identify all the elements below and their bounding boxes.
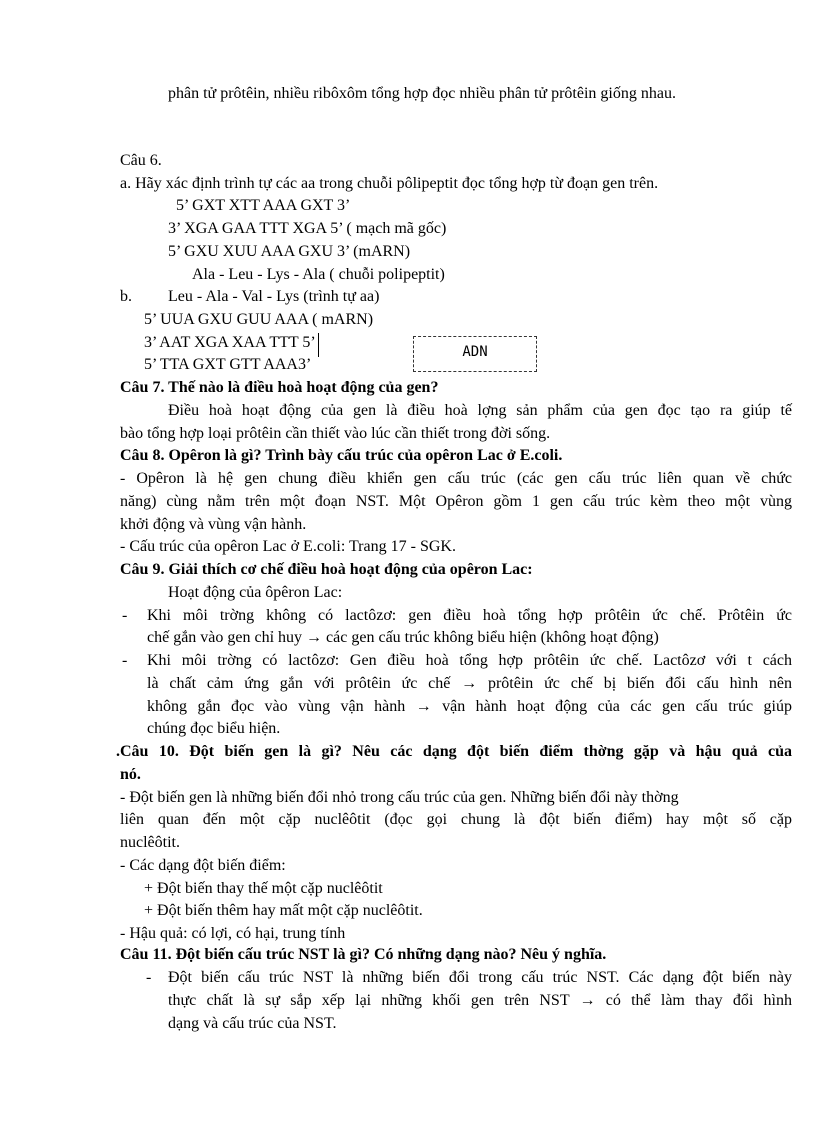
- text-line: - Các dạng đột biến điểm:: [120, 857, 286, 874]
- text-line: - Hậu quả: có lợi, có hại, trung tính: [120, 925, 346, 942]
- list-marker: -: [146, 969, 152, 986]
- sequence-line: 5’ GXT XTT AAA GXT 3’: [176, 197, 351, 214]
- text-line: Điều hoà hoạt động của gen là điều hoà lợng sản phẩm của gen đọc tạo ra giúp tế: [168, 402, 792, 419]
- text-line: - Opêron là hệ gen chung điều khiển gen cấu trúc (các gen cấu trúc liên quan về chức: [120, 470, 792, 487]
- text-line: không gắn đọc vào vùng vận hành → vận hành hoạt động của các gen cấu trúc giúp: [147, 698, 792, 715]
- question-heading: nó.: [120, 766, 141, 783]
- text-line: là chất cảm ứng gắn với prôtêin ức chế → prôtêin ức chế bị biến đổi cấu hình nên: [147, 675, 792, 692]
- list-marker: b.: [120, 288, 132, 305]
- text-line: Khi môi trờng không có lactôzơ: gen điều hoà tổng hợp prôtêin ức chế. Prôtêin ức: [147, 607, 792, 624]
- text-line: chúng đọc biểu hiện.: [147, 720, 281, 737]
- question-heading: Câu 11. Đột biến cấu trúc NST là gì? Có những dạng nào? Nêu ý nghĩa.: [120, 946, 607, 963]
- text-line: liên quan đến một cặp nuclêôtit (đọc gọi chung là đột biến điểm) hay một số cặp: [120, 811, 792, 828]
- text-line: năng) cùng nằm trên một đoạn NST. Một Opêron gồm 1 gen cấu trúc kèm theo một vùng: [120, 493, 792, 510]
- question-heading: Câu 6.: [120, 152, 162, 169]
- text-line: bào tổng hợp loại prôtêin cần thiết vào lúc cần thiết trong đời sống.: [120, 425, 551, 442]
- text-line: + Đột biến thêm hay mất một cặp nuclêôtit.: [144, 902, 423, 919]
- text-line: Hoạt động của ôpêron Lac:: [168, 584, 343, 601]
- sequence-line: Leu - Ala - Val - Lys (trình tự aa): [168, 288, 380, 305]
- sequence-line: 5’ GXU XUU AAA GXU 3’ (mARN): [168, 243, 411, 260]
- list-marker: -: [122, 607, 128, 624]
- sequence-line: 5’ TTA GXT GTT AAA3’: [144, 356, 312, 373]
- text-line: thực chất là sự sắp xếp lại những khối gen trên NST → có thể làm thay đổi hình: [168, 992, 792, 1009]
- text-line: a. Hãy xác định trình tự các aa trong chuỗi pôlipeptit đọc tổng hợp từ đoạn gen trên.: [120, 175, 659, 192]
- text-line: - Cấu trúc của opêron Lac ở E.coli: Trang 17 - SGK.: [120, 538, 456, 555]
- text-cursor: [318, 333, 319, 357]
- text-line: khởi động và vùng vận hành.: [120, 516, 307, 533]
- text-line: Đột biến cấu trúc NST là những biến đổi trong cấu trúc NST. Các dạng đột biến này: [168, 969, 792, 986]
- sequence-line: 5’ UUA GXU GUU AAA ( mARN): [144, 311, 374, 328]
- text-line: - Đột biến gen là những biến đổi nhỏ trong cấu trúc của gen. Những biến đổi này thờng: [120, 789, 679, 806]
- question-heading: Câu 8. Opêron là gì? Trình bày cấu trúc của opêron Lac ở E.coli.: [120, 447, 563, 464]
- sequence-line: Ala - Leu - Lys - Ala ( chuỗi polipeptit): [192, 266, 445, 283]
- text-line: dạng và cấu trúc của NST.: [168, 1015, 337, 1032]
- text-line: chế gắn vào gen chỉ huy → các gen cấu trúc không biểu hiện (không hoạt động): [147, 629, 659, 646]
- text-line: phân tử prôtêin, nhiều ribôxôm tổng hợp đọc nhiều phân tử prôtêin giống nhau.: [168, 85, 676, 102]
- text-line: nuclêôtit.: [120, 834, 180, 851]
- question-heading: Câu 7. Thế nào là điều hoà hoạt động của gen?: [120, 379, 439, 396]
- sequence-line: 3’ XGA GAA TTT XGA 5’ ( mạch mã gốc): [168, 220, 447, 237]
- text-line: Khi môi trờng có lactôzơ: Gen điều hoà tổng hợp prôtêin ức chế. Lactôzơ với t cách: [147, 652, 792, 669]
- question-heading: Câu 9. Giải thích cơ chế điều hoà hoạt động của opêron Lac:: [120, 561, 533, 578]
- sequence-line: 3’ AAT XGA XAA TTT 5’: [144, 334, 316, 351]
- question-heading: .Câu 10. Đột biến gen là gì? Nêu các dạng đột biến điểm thờng gặp và hậu quả của: [116, 743, 792, 760]
- list-marker: -: [122, 652, 128, 669]
- text-line: + Đột biến thay thế một cặp nuclêôtit: [144, 880, 383, 897]
- adn-text-box: ADN: [413, 336, 537, 372]
